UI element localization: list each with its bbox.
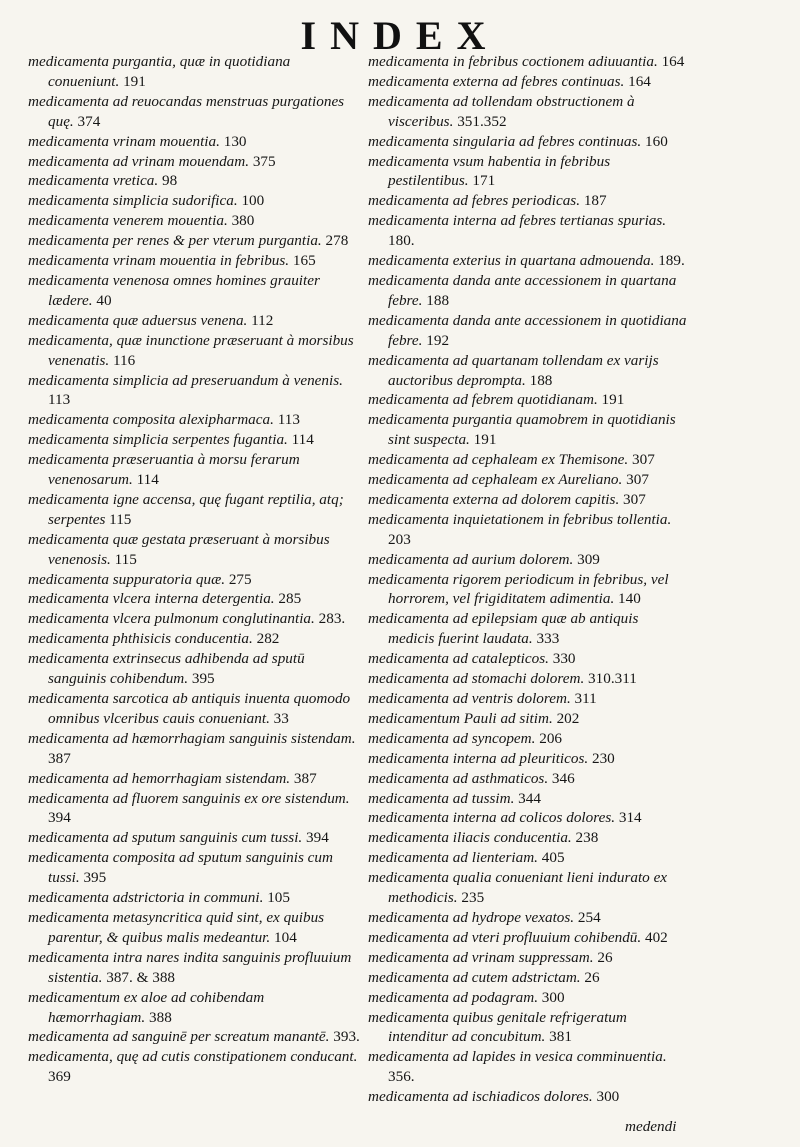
index-entry-text: medicamenta ad aurium dolorem. bbox=[368, 550, 574, 568]
index-entry bbox=[368, 132, 688, 152]
index-entry-text: medicamenta composita ad sputum sanguinis cum tussi. bbox=[28, 849, 333, 887]
index-entry-text: medicamenta singularia ad febres continuas. bbox=[368, 132, 642, 150]
index-entry-page: 394 bbox=[48, 809, 71, 827]
index-entry-text: medicamenta ad lapides in vesica comminuentia. bbox=[368, 1048, 667, 1066]
index-entry-text: medicamenta exterius in quartana admouenda. bbox=[368, 252, 655, 270]
index-entry-page: 140 bbox=[618, 590, 641, 608]
index-entry bbox=[28, 191, 363, 211]
index-entry bbox=[368, 968, 688, 988]
index-entry-page: 115 bbox=[109, 510, 132, 528]
index-entry-page: 380 bbox=[231, 212, 255, 230]
index-entry-text: medicamenta ad cutem adstrictam. bbox=[368, 968, 581, 986]
index-entry-page: 307 bbox=[623, 490, 646, 508]
index-entry-text: medicamenta ad fluorem sanguinis ex ore sistendum. bbox=[28, 789, 350, 807]
index-entry-page: 238 bbox=[575, 829, 599, 847]
index-entry-text: medicamenta adstrictoria in communi. bbox=[28, 889, 264, 907]
index-entry bbox=[368, 828, 688, 848]
index-entry-text: medicamenta externa ad febres continuas. bbox=[368, 72, 625, 90]
index-entry bbox=[28, 769, 363, 789]
index-entry bbox=[28, 948, 363, 988]
index-entry-page: 282 bbox=[256, 630, 280, 648]
index-entry bbox=[368, 689, 688, 709]
index-entry-page: 393. bbox=[333, 1028, 360, 1046]
index-entry bbox=[368, 769, 688, 789]
index-entry bbox=[368, 211, 688, 251]
index-entry-text: medicamenta ad asthmaticos. bbox=[368, 769, 549, 787]
index-entry bbox=[368, 1047, 688, 1087]
index-entry bbox=[368, 52, 688, 72]
index-entry-page: 346 bbox=[551, 769, 575, 787]
index-entry bbox=[28, 848, 363, 888]
index-entry-text: medicamenta rigorem periodicum in febribus, vel horrorem, vel frigiditatem adimentia. bbox=[368, 570, 669, 608]
index-entry bbox=[368, 908, 688, 928]
index-entry-page: 171 bbox=[472, 172, 496, 190]
index-entry-text: medicamenta quæ gestata præseruant à morsibus venenosis. bbox=[28, 530, 330, 568]
index-entry-text: medicamenta ad cephaleam ex Aureliano. bbox=[368, 471, 623, 489]
index-entry bbox=[368, 848, 688, 868]
index-entry-page: 283. bbox=[318, 610, 346, 628]
index-entry bbox=[368, 351, 688, 391]
index-entry-page: 310.311 bbox=[588, 670, 637, 688]
index-entry bbox=[28, 589, 363, 609]
index-entry-page: 114 bbox=[136, 471, 159, 489]
index-entry-page: 330 bbox=[552, 650, 576, 668]
index-entry-page: 405 bbox=[541, 849, 565, 867]
index-entry-text: medicamenta ad sputum sanguinis cum tussi. bbox=[28, 829, 303, 847]
index-entry-text: medicamenta ad epilepsiam quæ ab antiquis medicis fuerint laudata. bbox=[368, 610, 639, 648]
index-entry bbox=[28, 609, 363, 629]
index-entry-page: 26 bbox=[584, 968, 600, 986]
index-entry-page: 188 bbox=[426, 291, 450, 309]
index-entry-page: 374 bbox=[77, 112, 101, 130]
index-entry-page: 369 bbox=[48, 1068, 71, 1086]
index-entry bbox=[368, 1087, 688, 1107]
index-entry bbox=[368, 789, 688, 809]
index-entry-page: 164 bbox=[661, 53, 685, 70]
index-entry-text: medicamenta simplicia sudorifica. bbox=[28, 192, 238, 210]
index-entry-page: 300 bbox=[596, 1088, 620, 1106]
index-entry-text: medicamenta ad syncopem. bbox=[368, 729, 536, 747]
index-entry-text: medicamentum Pauli ad sitim. bbox=[368, 709, 553, 727]
index-entry-text: medicamentum ex aloe ad cohibendam hæmorrhagiam. bbox=[28, 988, 265, 1026]
index-entry-text: medicamenta interna ad colicos dolores. bbox=[368, 809, 616, 827]
index-entry-page: 191 bbox=[123, 72, 146, 90]
index-entry-page: 115 bbox=[114, 550, 137, 568]
index-entry bbox=[28, 570, 363, 590]
index-entry-text: medicamenta simplicia serpentes fugantia. bbox=[28, 431, 288, 449]
index-entry-page: 307 bbox=[632, 451, 655, 469]
index-entry-text: medicamenta sarcotica ab antiquis inuenta quomodo omnibus vlceribus cauis conueniant. bbox=[28, 690, 351, 727]
index-entry-text: medicamenta quæ aduersus venena. bbox=[28, 311, 248, 329]
index-entry-page: 98 bbox=[161, 172, 178, 190]
index-entry-page: 394 bbox=[306, 829, 329, 847]
index-entry-page: 300 bbox=[541, 988, 565, 1006]
index-entry-page: 402 bbox=[644, 928, 668, 946]
index-entry-text: medicamenta ad sanguinē per screatum manantē. bbox=[28, 1028, 330, 1046]
index-entry bbox=[368, 729, 688, 749]
index-entry-page: 351.352 bbox=[457, 112, 507, 130]
index-entry-page: 395 bbox=[83, 869, 107, 887]
index-entry-page: 165 bbox=[292, 252, 316, 270]
index-entry-text: medicamenta igne accensa, quę fugant reptilia, atq; serpentes bbox=[28, 490, 344, 528]
index-entry-text: medicamenta purgantia quamobrem in quotidianis sint suspecta. bbox=[368, 411, 676, 449]
index-entry-page: 33 bbox=[273, 709, 289, 727]
index-entry-text: medicamenta vrinam mouentia. bbox=[28, 132, 220, 150]
index-entry-text: medicamenta in febribus coctionem adiuuantia. bbox=[368, 53, 658, 70]
index-entry-text: medicamenta venerem mouentia. bbox=[28, 212, 228, 230]
index-entry bbox=[28, 410, 363, 430]
index-entry-page: 202 bbox=[556, 709, 580, 727]
index-entry-text: medicamenta vlcera pulmonum conglutinantia. bbox=[28, 610, 315, 628]
index-entry-page: 388 bbox=[149, 1008, 172, 1026]
index-entry-text: medicamenta ad vrinam mouendam. bbox=[28, 152, 250, 170]
index-entry-text: medicamenta danda ante accessionem in quotidiana febre. bbox=[368, 311, 687, 349]
index-entry bbox=[28, 171, 363, 191]
index-entry bbox=[368, 868, 688, 908]
index-entry bbox=[28, 450, 363, 490]
index-entry bbox=[28, 271, 363, 311]
index-entry bbox=[28, 211, 363, 231]
index-entry bbox=[28, 152, 363, 172]
index-entry-text: medicamenta, quę ad cutis constipationem conducant. bbox=[28, 1048, 358, 1066]
index-entry bbox=[368, 1008, 688, 1048]
index-entry-page: 275 bbox=[228, 570, 252, 588]
index-entry bbox=[28, 629, 363, 649]
index-entry-page: 309 bbox=[577, 550, 600, 568]
index-entry-page: 307 bbox=[626, 471, 649, 489]
index-entry-page: 164 bbox=[628, 72, 651, 90]
index-entry bbox=[368, 709, 688, 729]
index-entry-page: 113 bbox=[277, 411, 300, 429]
index-entry-text: medicamenta inquietationem in febribus tollentia. bbox=[368, 510, 672, 528]
index-column-left bbox=[28, 52, 363, 1087]
index-entry bbox=[28, 729, 363, 769]
index-entry-text: medicamenta ad lienteriam. bbox=[368, 849, 538, 867]
index-entry-text: medicamenta præseruantia à morsu ferarum venenosarum. bbox=[28, 451, 300, 489]
index-entry-text: medicamenta vlcera interna detergentia. bbox=[28, 590, 275, 608]
index-entry bbox=[28, 789, 363, 829]
index-entry-text: medicamenta ad tussim. bbox=[368, 789, 515, 807]
index-entry-page: 387. & 388 bbox=[106, 968, 176, 986]
index-entry-page: 375 bbox=[252, 152, 276, 170]
index-entry-page: 188 bbox=[529, 371, 553, 389]
index-entry-page: 356. bbox=[388, 1068, 415, 1086]
index-entry-page: 104 bbox=[274, 928, 297, 946]
index-entry-page: 40 bbox=[96, 291, 112, 309]
index-entry bbox=[368, 490, 688, 510]
index-entry bbox=[368, 649, 688, 669]
index-entry bbox=[28, 311, 363, 331]
index-entry-text: medicamenta ad ischiadicos dolores. bbox=[368, 1088, 593, 1106]
index-entry-page: 116 bbox=[112, 351, 136, 369]
index-entry bbox=[28, 52, 363, 92]
index-entry bbox=[28, 649, 363, 689]
index-entry-page: 387 bbox=[48, 749, 71, 767]
index-entry-text: medicamenta ad quartanam tollendam ex varijs auctoribus deprompta. bbox=[368, 351, 659, 389]
index-entry-text: medicamenta phthisicis conducentia. bbox=[28, 630, 253, 648]
index-entry bbox=[28, 371, 363, 411]
index-entry-text: medicamenta ad febrem quotidianam. bbox=[368, 391, 598, 409]
index-entry-text: medicamenta metasyncritica quid sint, ex quibus parentur, & quibus malis medeantur. bbox=[28, 908, 325, 946]
index-entry bbox=[368, 470, 688, 490]
index-entry-text: medicamenta per renes & per vterum purgantia. bbox=[28, 232, 322, 250]
index-entry bbox=[368, 191, 688, 211]
index-entry bbox=[368, 550, 688, 570]
index-entry-page: 112 bbox=[251, 311, 274, 329]
index-entry bbox=[28, 251, 363, 271]
index-entry bbox=[368, 808, 688, 828]
index-entry bbox=[368, 271, 688, 311]
index-entry-text: medicamenta ad catalepticos. bbox=[368, 650, 549, 668]
index-entry-page: 230 bbox=[591, 749, 615, 767]
index-entry-text: medicamenta ad febres periodicas. bbox=[368, 192, 581, 210]
index-entry-page: 333 bbox=[536, 630, 560, 648]
index-entry-page: 235 bbox=[461, 889, 485, 907]
index-entry-text: medicamenta venenosa omnes homines grauiter lædere. bbox=[28, 271, 320, 309]
index-entry bbox=[28, 132, 363, 152]
index-entry-page: 278 bbox=[325, 232, 349, 250]
index-entry-page: 26 bbox=[597, 948, 613, 966]
index-entry-page: 203 bbox=[388, 530, 411, 548]
index-entry-page: 191 bbox=[473, 431, 497, 449]
index-entry-text: medicamenta quibus genitale refrigeratum intenditur ad concubitum. bbox=[368, 1008, 627, 1046]
index-entry-page: 285 bbox=[278, 590, 302, 608]
index-entry bbox=[368, 390, 688, 410]
index-entry-text: medicamenta externa ad dolorem capitis. bbox=[368, 490, 620, 508]
index-entry-page: 381 bbox=[549, 1028, 572, 1046]
index-entry bbox=[368, 251, 688, 271]
index-entry-text: medicamenta simplicia ad preseruandum à venenis. bbox=[28, 371, 343, 389]
index-entry bbox=[28, 828, 363, 848]
index-entry-text: medicamenta interna ad pleuriticos. bbox=[368, 749, 589, 767]
index-entry-page: 114 bbox=[291, 431, 314, 449]
index-entry bbox=[368, 450, 688, 470]
index-entry-page: 100 bbox=[241, 192, 265, 210]
index-entry bbox=[368, 749, 688, 769]
index-entry bbox=[28, 331, 363, 371]
index-entry-page: 180. bbox=[388, 232, 415, 250]
index-entry-text: medicamenta iliacis conducentia. bbox=[368, 829, 572, 847]
index-entry-page: 105 bbox=[267, 889, 290, 907]
index-entry-text: medicamenta purgantia, quæ in quotidiana conueniunt. bbox=[28, 53, 291, 90]
index-entry-page: 192 bbox=[426, 331, 450, 349]
index-entry-text: medicamenta danda ante accessionem in quartana febre. bbox=[368, 271, 677, 309]
index-entry-page: 191 bbox=[601, 391, 625, 409]
index-entry-text: medicamenta composita alexipharmaca. bbox=[28, 411, 274, 429]
index-entry bbox=[28, 1047, 363, 1087]
index-entry-text: medicamenta intra nares indita sanguinis profluuium sistentia. bbox=[28, 948, 352, 986]
index-entry-text: medicamenta suppuratoria quæ. bbox=[28, 570, 226, 588]
index-entry bbox=[368, 92, 688, 132]
index-entry bbox=[28, 490, 363, 530]
index-entry-page: 206 bbox=[539, 729, 563, 747]
index-entry bbox=[368, 510, 688, 550]
index-entry-text: medicamenta ad vteri profluuium cohibendū. bbox=[368, 928, 642, 946]
index-entry-page: 311 bbox=[574, 690, 597, 707]
index-entry-text: medicamenta ad hemorrhagiam sistendam. bbox=[28, 769, 291, 787]
index-entry-page: 187 bbox=[583, 192, 607, 210]
index-entry bbox=[28, 888, 363, 908]
index-entry bbox=[368, 948, 688, 968]
index-entry-page: 113 bbox=[48, 391, 71, 409]
index-entry bbox=[368, 152, 688, 192]
catchword: medendi bbox=[625, 1118, 677, 1135]
index-entry bbox=[28, 1027, 363, 1047]
index-entry-text: medicamenta ad reuocandas menstruas purgationes quę. bbox=[28, 92, 345, 130]
index-entry-text: medicamenta ad hydrope vexatos. bbox=[368, 908, 575, 926]
index-entry-text: medicamenta ad stomachi dolorem. bbox=[368, 670, 585, 688]
index-entry bbox=[28, 92, 363, 132]
index-entry-page: 387 bbox=[293, 769, 317, 787]
index-entry bbox=[28, 231, 363, 251]
index-entry-text: medicamenta ad hæmorrhagiam sanguinis sistendam. bbox=[28, 729, 356, 747]
index-entry-text: medicamenta extrinsecus adhibenda ad sputū sanguinis cohibendum. bbox=[28, 650, 305, 688]
index-entry bbox=[28, 689, 363, 729]
index-entry-text: medicamenta ad ventris dolorem. bbox=[368, 690, 571, 707]
index-entry-page: 395 bbox=[191, 670, 215, 688]
index-entry bbox=[368, 311, 688, 351]
index-entry bbox=[368, 928, 688, 948]
index-entry-text: medicamenta qualia conueniant lieni indurato ex methodicis. bbox=[368, 869, 668, 907]
index-entry-text: medicamenta ad vrinam suppressam. bbox=[368, 948, 594, 966]
index-entry bbox=[28, 530, 363, 570]
page-title: INDEX bbox=[300, 13, 500, 58]
index-entry-text: medicamenta vrinam mouentia in febribus. bbox=[28, 252, 290, 270]
index-entry-page: 314 bbox=[618, 809, 642, 827]
index-entry-text: medicamenta ad cephaleam ex Themisone. bbox=[368, 451, 629, 469]
index-entry-page: 160 bbox=[645, 132, 668, 150]
index-entry bbox=[368, 988, 688, 1008]
index-entry bbox=[28, 430, 363, 450]
index-entry bbox=[368, 570, 688, 610]
index-entry bbox=[368, 72, 688, 92]
index-entry bbox=[368, 410, 688, 450]
index-entry-text: medicamenta ad tollendam obstructionem à visceribus. bbox=[368, 92, 635, 130]
index-entry bbox=[28, 908, 363, 948]
index-entry-text: medicamenta ad podagram. bbox=[368, 988, 538, 1006]
index-entry-text: medicamenta interna ad febres tertianas spurias. bbox=[368, 212, 667, 230]
index-entry-text: medicamenta vsum habentia in febribus pestilentibus. bbox=[368, 152, 611, 190]
index-entry-page: 189. bbox=[658, 252, 685, 270]
index-entry-text: medicamenta vretica. bbox=[28, 172, 159, 190]
index-entry bbox=[28, 988, 363, 1028]
index-entry bbox=[368, 669, 688, 689]
index-entry-page: 130 bbox=[223, 132, 247, 150]
index-entry-text: medicamenta, quæ inunctione præseruant à morsibus venenatis. bbox=[28, 331, 354, 369]
index-entry-page: 344 bbox=[518, 789, 541, 807]
index-entry bbox=[368, 609, 688, 649]
index-entry-page: 254 bbox=[577, 908, 601, 926]
index-column-right bbox=[368, 52, 688, 1107]
